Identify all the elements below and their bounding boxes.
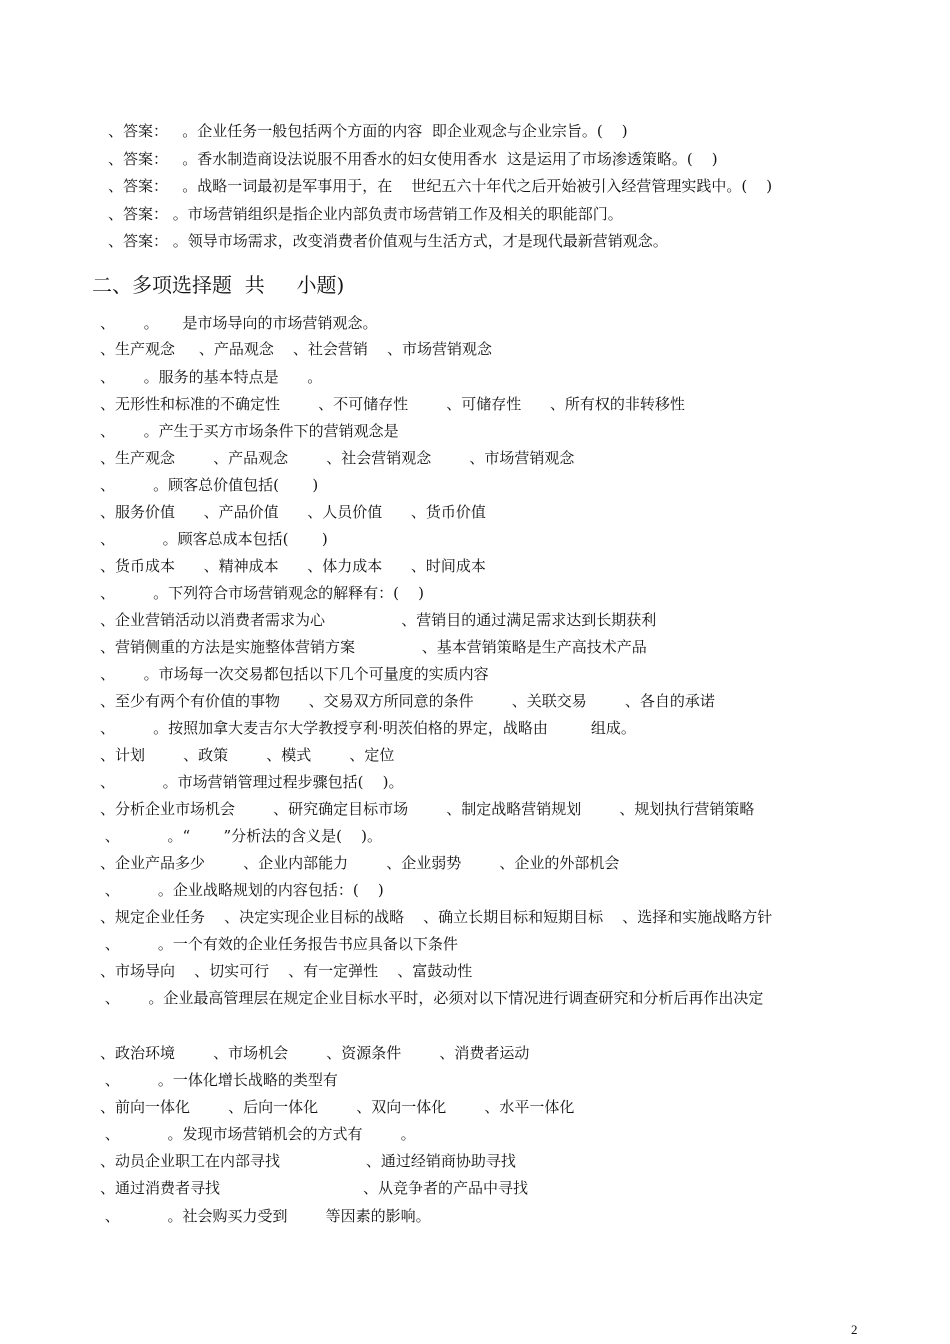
answer-line: 、答案： 。领导市场需求，改变消费者价值观与生活方式，才是现代最新营销观念。 — [108, 232, 668, 250]
options-line: 、生产观念 、产品观念 、社会营销观念 、市场营销观念 — [100, 449, 575, 467]
question-line: 、 。顾客总成本包括( ) — [100, 530, 328, 548]
options-line: 、动员企业职工在内部寻找 、通过经销商协助寻找 — [100, 1152, 516, 1170]
options-line: 、分析企业市场机会 、研究确定目标市场 、制定战略营销规划 、规划执行营销策略 — [100, 800, 755, 818]
options-line: 、企业产品多少 、企业内部能力 、企业弱势 、企业的外部机会 — [100, 854, 620, 872]
question-line: 、 。服务的基本特点是 。 — [100, 368, 323, 386]
answer-line: 、答案： 。战略一词最初是军事用于，在 世纪五六十年代之后开始被引入经营管理实践中。( ) — [108, 177, 773, 195]
section-heading: 二、多项选择题 共 小题) — [92, 273, 345, 297]
question-line: 、 。一体化增长战略的类型有 — [100, 1071, 338, 1089]
question-line: 、 。市场营销管理过程步骤包括( )。 — [100, 773, 404, 791]
question-line: 、 。发现市场营销机会的方式有 。 — [100, 1125, 416, 1143]
options-line: 、政治环境 、市场机会 、资源条件 、消费者运动 — [100, 1044, 530, 1062]
question-line: 、 。产生于买方市场条件下的营销观念是 — [100, 422, 399, 440]
question-line: 、 。按照加拿大麦吉尔大学教授亨利·明茨伯格的界定，战略由 组成。 — [100, 719, 636, 737]
question-line: 、 。 是市场导向的市场营销观念。 — [100, 314, 378, 332]
page-number: 2 — [851, 1322, 858, 1337]
options-line: 、营销侧重的方法是实施整体营销方案 、基本营销策略是生产高技术产品 — [100, 638, 647, 656]
question-line: 、 。下列符合市场营销观念的解释有：( ) — [100, 584, 424, 602]
options-line: 、企业营销活动以消费者需求为心 、营销目的通过满足需求达到长期获利 — [100, 611, 657, 629]
question-line: 、 。企业最高管理层在规定企业目标水平时，必须对以下情况进行调查研究和分析后再作出决定 — [100, 989, 764, 1007]
options-line: 、市场导向 、切实可行 、有一定弹性 、富鼓动性 — [100, 962, 473, 980]
options-line: 、规定企业任务 、决定实现企业目标的战略 、确立长期目标和短期目标 、选择和实施战略方针 — [100, 908, 773, 926]
answer-line: 、答案： 。市场营销组织是指企业内部负责市场营销工作及相关的职能部门。 — [108, 205, 623, 223]
question-line: 、 。市场每一次交易都包括以下几个可量度的实质内容 — [100, 665, 489, 683]
question-line: 、 。顾客总价值包括( ) — [100, 476, 319, 494]
options-line: 、货币成本 、精神成本 、体力成本 、时间成本 — [100, 557, 486, 575]
question-line: 、 。社会购买力受到 等因素的影响。 — [100, 1207, 431, 1225]
options-line: 、生产观念 、产品观念 、社会营销 、市场营销观念 — [100, 340, 492, 358]
options-line: 、前向一体化 、后向一体化 、双向一体化 、水平一体化 — [100, 1098, 575, 1116]
question-line: 、 。一个有效的企业任务报告书应具备以下条件 — [100, 935, 458, 953]
options-line: 、至少有两个有价值的事物 、交易双方所同意的条件 、关联交易 、各自的承诺 — [100, 692, 715, 710]
answer-line: 、答案： 。企业任务一般包括两个方面的内容 即企业观念与企业宗旨。( ) — [108, 122, 628, 140]
options-line: 、计划 、政策 、模式 、定位 — [100, 746, 395, 764]
options-line: 、无形性和标准的不确定性 、不可储存性 、可储存性 、所有权的非转移性 — [100, 395, 685, 413]
question-line: 、 。“ ”分析法的含义是( )。 — [100, 827, 382, 845]
options-line: 、服务价值 、产品价值 、人员价值 、货币价值 — [100, 503, 486, 521]
answer-line: 、答案： 。香水制造商设法说服不用香水的妇女使用香水 这是运用了市场渗透策略。( ) — [108, 150, 718, 168]
question-line: 、 。企业战略规划的内容包括：( ) — [100, 881, 384, 899]
options-line: 、通过消费者寻找 、从竞争者的产品中寻找 — [100, 1179, 529, 1197]
